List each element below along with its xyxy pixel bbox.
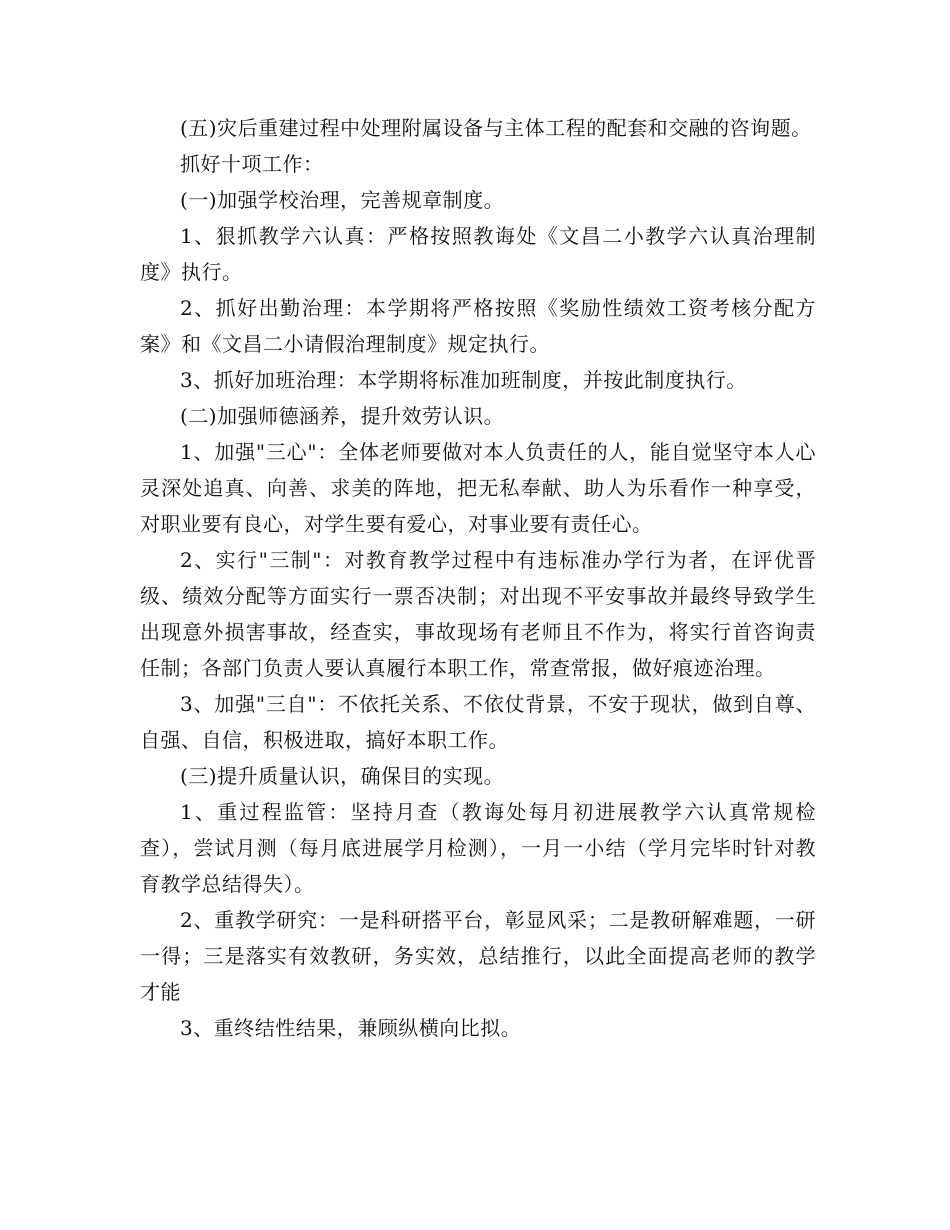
- section-heading: (二)加强师德涵养，提升效劳认识。: [180, 404, 505, 428]
- paragraph: 抓好十项工作：: [180, 152, 324, 176]
- paragraph: 2、实行"三制"：对教育教学过程中有违标准办学行为者，在评优晋级、绩效分配等方面实行一票否决制；对出现不平安事故并最终导致学生出现意外损害事故，经查实，事故现场有老师且不作为，将实行首咨询责任制；各部门负责人要认真履行本职工作，常查常报，做好痕迹治理。: [140, 548, 816, 680]
- paragraph: 3、抓好加班治理：本学期将标准加班制度，并按此制度执行。: [180, 368, 747, 392]
- document-body: [140, 110, 816, 1046]
- paragraph: 2、抓好出勤治理：本学期将严格按照《奖励性绩效工资考核分配方案》和《文昌二小请假治理制度》规定执行。: [140, 296, 816, 356]
- section-heading: (三)提升质量认识，确保目的实现。: [180, 764, 505, 788]
- paragraph: 3、重终结性结果，兼顾纵横向比拟。: [180, 1016, 522, 1040]
- paragraph: (五)灾后重建过程中处理附属设备与主体工程的配套和交融的咨询题。: [180, 116, 812, 140]
- paragraph: 1、重过程监管：坚持月查（教诲处每月初进展教学六认真常规检查），尝试月测（每月底进展学月检测），一月一小结（学月完毕时针对教育教学总结得失）。: [140, 800, 816, 896]
- paragraph: 1、狠抓教学六认真：严格按照教诲处《文昌二小教学六认真治理制度》执行。: [140, 224, 816, 284]
- section-heading: (一)加强学校治理，完善规章制度。: [180, 188, 505, 212]
- paragraph: 1、加强"三心"：全体老师要做对本人负责任的人，能自觉坚守本人心灵深处追真、向善、求美的阵地，把无私奉献、助人为乐看作一种享受，对职业要有良心，对学生要有爱心，对事业要有责任心。: [140, 440, 816, 536]
- paragraph: 3、加强"三自"：不依托关系、不依仗背景，不安于现状，做到自尊、自强、自信，积极进取，搞好本职工作。: [140, 692, 816, 752]
- paragraph: 2、重教学研究：一是科研搭平台，彰显风采；二是教研解难题，一研一得；三是落实有效教研，务实效，总结推行，以此全面提高老师的教学才能: [140, 908, 816, 1004]
